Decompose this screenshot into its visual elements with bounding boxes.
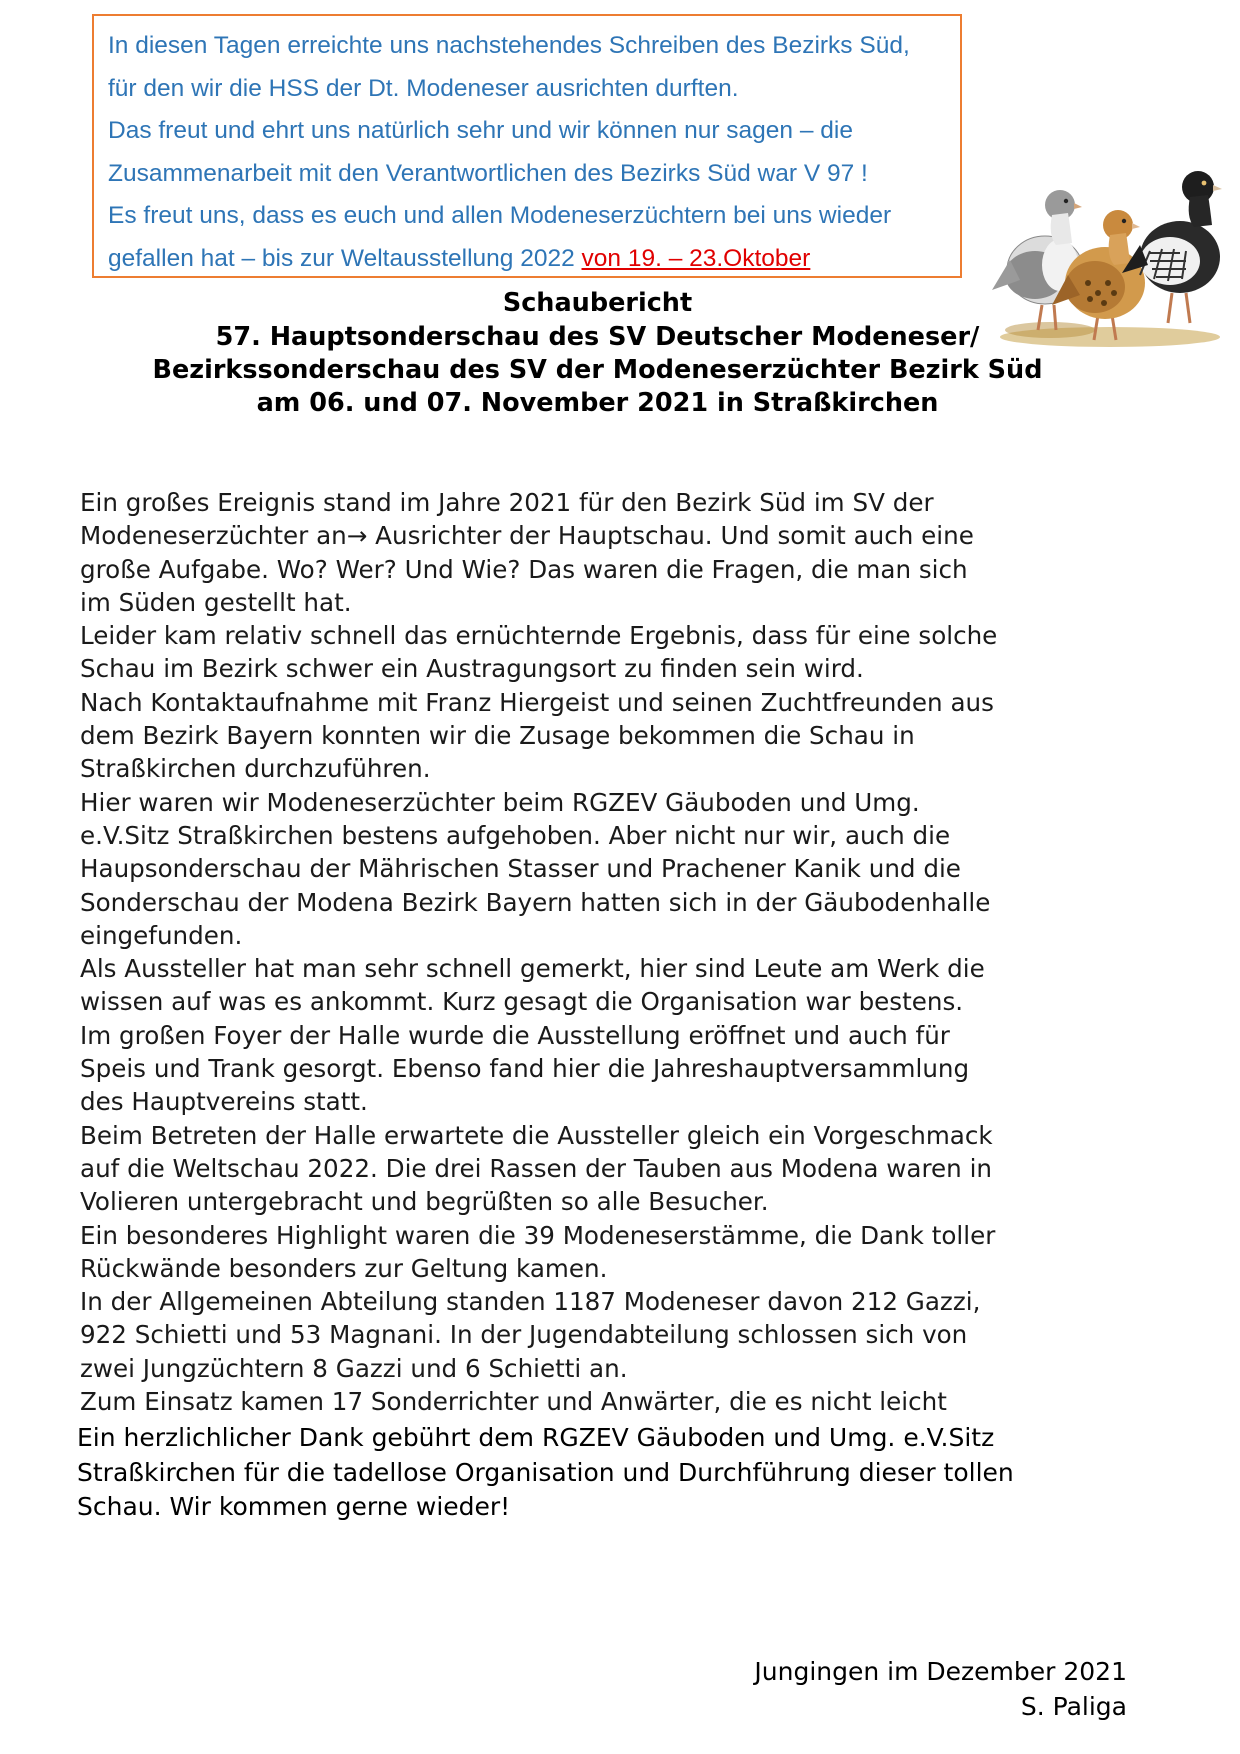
report-subtitle-line-1: 57. Hauptsonderschau des SV Deutscher Modeneser/ [215,322,980,352]
body-line: Leider kam relativ schnell das ernüchternde Ergebnis, dass für eine solche [80,621,998,651]
intro-line: Es freut uns, dass es euch und allen Modeneserzüchtern bei uns wieder [108,202,892,230]
report-subtitle-line-3: am 06. und 07. November 2021 in Straßkirchen [256,388,939,418]
body-line: dem Bezirk Bayern konnten wir die Zusage bekommen die Schau in [80,721,915,751]
thanks-line: Schau. Wir kommen gerne wieder! [77,1492,511,1521]
body-line: eingefunden. [80,920,243,950]
intro-line-last [108,238,946,281]
body-line: Ein besonderes Highlight waren die 39 Modeneserstämme, die Dank toller [80,1220,996,1250]
intro-line: Das freut und ehrt uns natürlich sehr und wir können nur sagen – die [108,117,853,145]
body-line: Schau im Bezirk schwer ein Austragungsort zu finden sein wird. [80,654,864,684]
body-line: Rückwände besonders zur Geltung kamen. [80,1253,608,1283]
intro-notice-box [92,14,962,278]
body-line: große Aufgabe. Wo? Wer? Und Wie? Das waren die Fragen, die man sich [80,554,968,584]
body-line: Sonderschau der Modena Bezirk Bayern hatten sich in der Gäubodenhalle [80,887,991,917]
body-line: Nach Kontaktaufnahme mit Franz Hiergeist und seinen Zuchtfreunden aus [80,687,994,717]
body-line: zwei Jungzüchtern 8 Gazzi und 6 Schietti an. [80,1353,628,1383]
body-line: e.V.Sitz Straßkirchen bestens aufgehoben. Aber nicht nur wir, auch die [80,820,951,850]
thanks-line: Straßkirchen für die tadellose Organisation und Durchführung dieser tollen [77,1457,1014,1487]
body-line: 922 Schietti und 53 Magnani. In der Jugendabteilung schlossen sich von [80,1320,968,1350]
world-show-dates-link[interactable]: von 19. – 23.Oktober [581,244,811,272]
body-line: wissen auf was es ankommt. Kurz gesagt die Organisation war bestens. [80,987,964,1017]
body-line: Haupsonderschau der Mährischen Stasser und Prachener Kanik und die [80,854,961,884]
body-line: Modeneserzüchter an→ Ausrichter der Hauptschau. Und somit auch eine [80,521,974,551]
body-line: Im großen Foyer der Halle wurde die Ausstellung eröffnet und auch für [80,1020,950,1050]
body-line: Straßkirchen durchzuführen. [80,754,431,784]
thanks-paragraph [77,1421,1014,1525]
thanks-line: Ein herzlichlicher Dank gebührt dem RGZEV Gäuboden und Umg. e.V.Sitz [77,1423,995,1452]
body-line: Hier waren wir Modeneserzüchter beim RGZEV Gäuboden und Umg. [80,787,920,817]
body-line: Speis und Trank gesorgt. Ebenso fand hier die Jahreshauptversammlung [80,1054,970,1084]
intro-line: Zusammenarbeit mit den Verantwortlichen des Bezirks Süd war V 97 ! [108,159,868,187]
intro-line-prefix: gefallen hat – bis zur Weltausstellung 2022 [108,244,582,272]
signature-place-date: Jungingen im Dezember 2021 [754,1657,1127,1686]
body-line: Zum Einsatz kamen 17 Sonderrichter und Anwärter, die es nicht leicht [80,1387,947,1417]
report-title: Schaubericht [502,288,693,318]
body-line: auf die Weltschau 2022. Die drei Rassen der Tauben aus Modena waren in [80,1153,993,1183]
report-subtitle-line-2: Bezirkssonderschau des SV der Modeneserzüchter Bezirk Süd [152,355,1043,385]
signature-block [754,1655,1127,1724]
body-line: In der Allgemeinen Abteilung standen 1187 Modeneser davon 212 Gazzi, [80,1287,981,1317]
intro-line: In diesen Tagen erreichte uns nachstehendes Schreiben des Bezirks Süd, [108,32,910,59]
body-line: des Hauptvereins statt. [80,1087,368,1117]
body-line: Beim Betreten der Halle erwartete die Aussteller gleich ein Vorgeschmack [80,1120,993,1150]
signature-name: S. Paliga [1020,1691,1127,1721]
body-line: im Süden gestellt hat. [80,587,352,617]
intro-line: für den wir die HSS der Dt. Modeneser ausrichten durften. [108,74,739,102]
body-line: Ein großes Ereignis stand im Jahre 2021 für den Bezirk Süd im SV der [80,488,934,517]
body-line: Als Aussteller hat man sehr schnell gemerkt, hier sind Leute am Werk die [80,954,985,984]
report-body [80,486,1200,1418]
body-line: Volieren untergebracht und begrüßten so alle Besucher. [80,1187,769,1217]
